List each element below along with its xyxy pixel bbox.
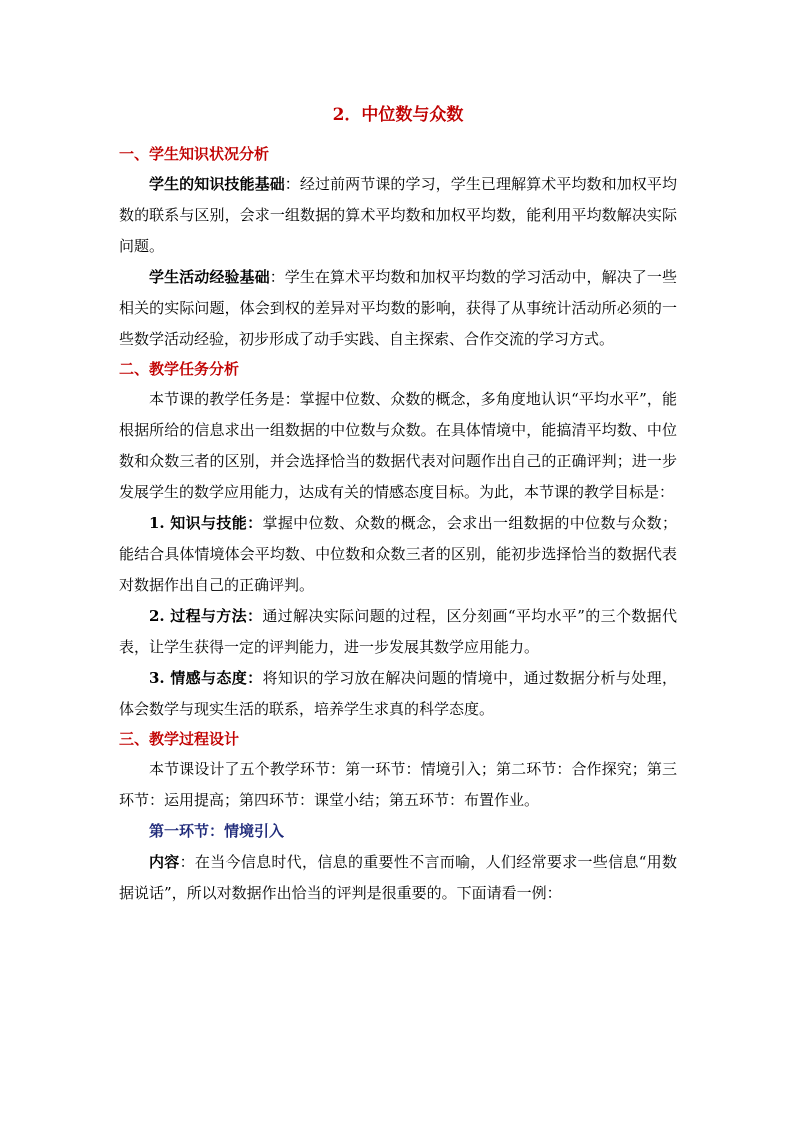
goal-lead: 3. 情感与态度： <box>149 669 263 687</box>
paragraph-text: ：经过前两节课的学习，学生已理解算术平均数和加权平均数的联系与区别，会求一组数据的算术平均数和加权平均数，能利用平均数解决实际问题。 <box>119 175 677 255</box>
goal-lead: 1. 知识与技能： <box>149 514 263 532</box>
step-heading-1: 第一环节：情境引入 <box>149 822 285 840</box>
paragraph-text: ：学生在算术平均数和加权平均数的学习活动中，解决了一些相关的实际问题，体会到权的差异对平均数的影响，获得了从事统计活动所必须的一些数学活动经验，初步形成了动手实践、自主探索、合作交流的学习方式。 <box>119 268 677 348</box>
document-page <box>119 100 677 909</box>
paragraph-task-intro: 本节课的教学任务是：掌握中位数、众数的概念，多角度地认识“平均水平”，能根据所给的信息求出一组数据的中位数与众数。在具体情境中，能搞清平均数、中位数和众数三者的区别，并会选择恰当的数据代表对问题作出自己的正确评判；进一步发展学生的数学应用能力，达成有关的情感态度目标。为此，本节课的教学目标是： <box>119 390 677 501</box>
paragraph-step-content <box>119 847 677 909</box>
content-lead: 内容 <box>149 853 180 871</box>
paragraph-lead: 学生活动经验基础 <box>149 268 270 286</box>
content-text: ：在当今信息时代，信息的重要性不言而喻，人们经常要求一些信息“用数据说话”，所以对数据作出恰当的评判是很重要的。下面请看一例： <box>119 853 677 902</box>
goal-emotion-attitude <box>119 663 677 725</box>
document-title: 2．中位数与众数 <box>332 105 464 125</box>
paragraph-knowledge-skill-basis <box>119 169 677 262</box>
paragraph-process-intro: 本节课设计了五个教学环节：第一环节：情境引入；第二环节：合作探究；第三环节：运用提高；第四环节：课堂小结；第五环节：布置作业。 <box>119 760 677 809</box>
section-heading-1: 一、学生知识状况分析 <box>119 145 270 163</box>
paragraph-lead: 学生的知识技能基础 <box>149 175 285 193</box>
section-heading-3: 三、教学过程设计 <box>119 730 240 748</box>
goal-knowledge-skill <box>119 508 677 601</box>
goal-text: 通过解决实际问题的过程，区分刻画“平均水平”的三个数据代表，让学生获得一定的评判能力，进一步发展其数学应用能力。 <box>119 607 677 656</box>
paragraph-activity-experience-basis <box>119 262 677 355</box>
goal-process-method <box>119 601 677 663</box>
goal-text: 掌握中位数、众数的概念，会求出一组数据的中位数与众数；能结合具体情境体会平均数、中位数和众数三者的区别，能初步选择恰当的数据代表对数据作出自己的正确评判。 <box>119 514 677 594</box>
goal-lead: 2. 过程与方法： <box>149 607 263 625</box>
section-heading-2: 二、教学任务分析 <box>119 360 240 378</box>
goal-text: 将知识的学习放在解决问题的情境中，通过数据分析与处理，体会数学与现实生活的联系，培养学生求真的科学态度。 <box>119 669 677 718</box>
